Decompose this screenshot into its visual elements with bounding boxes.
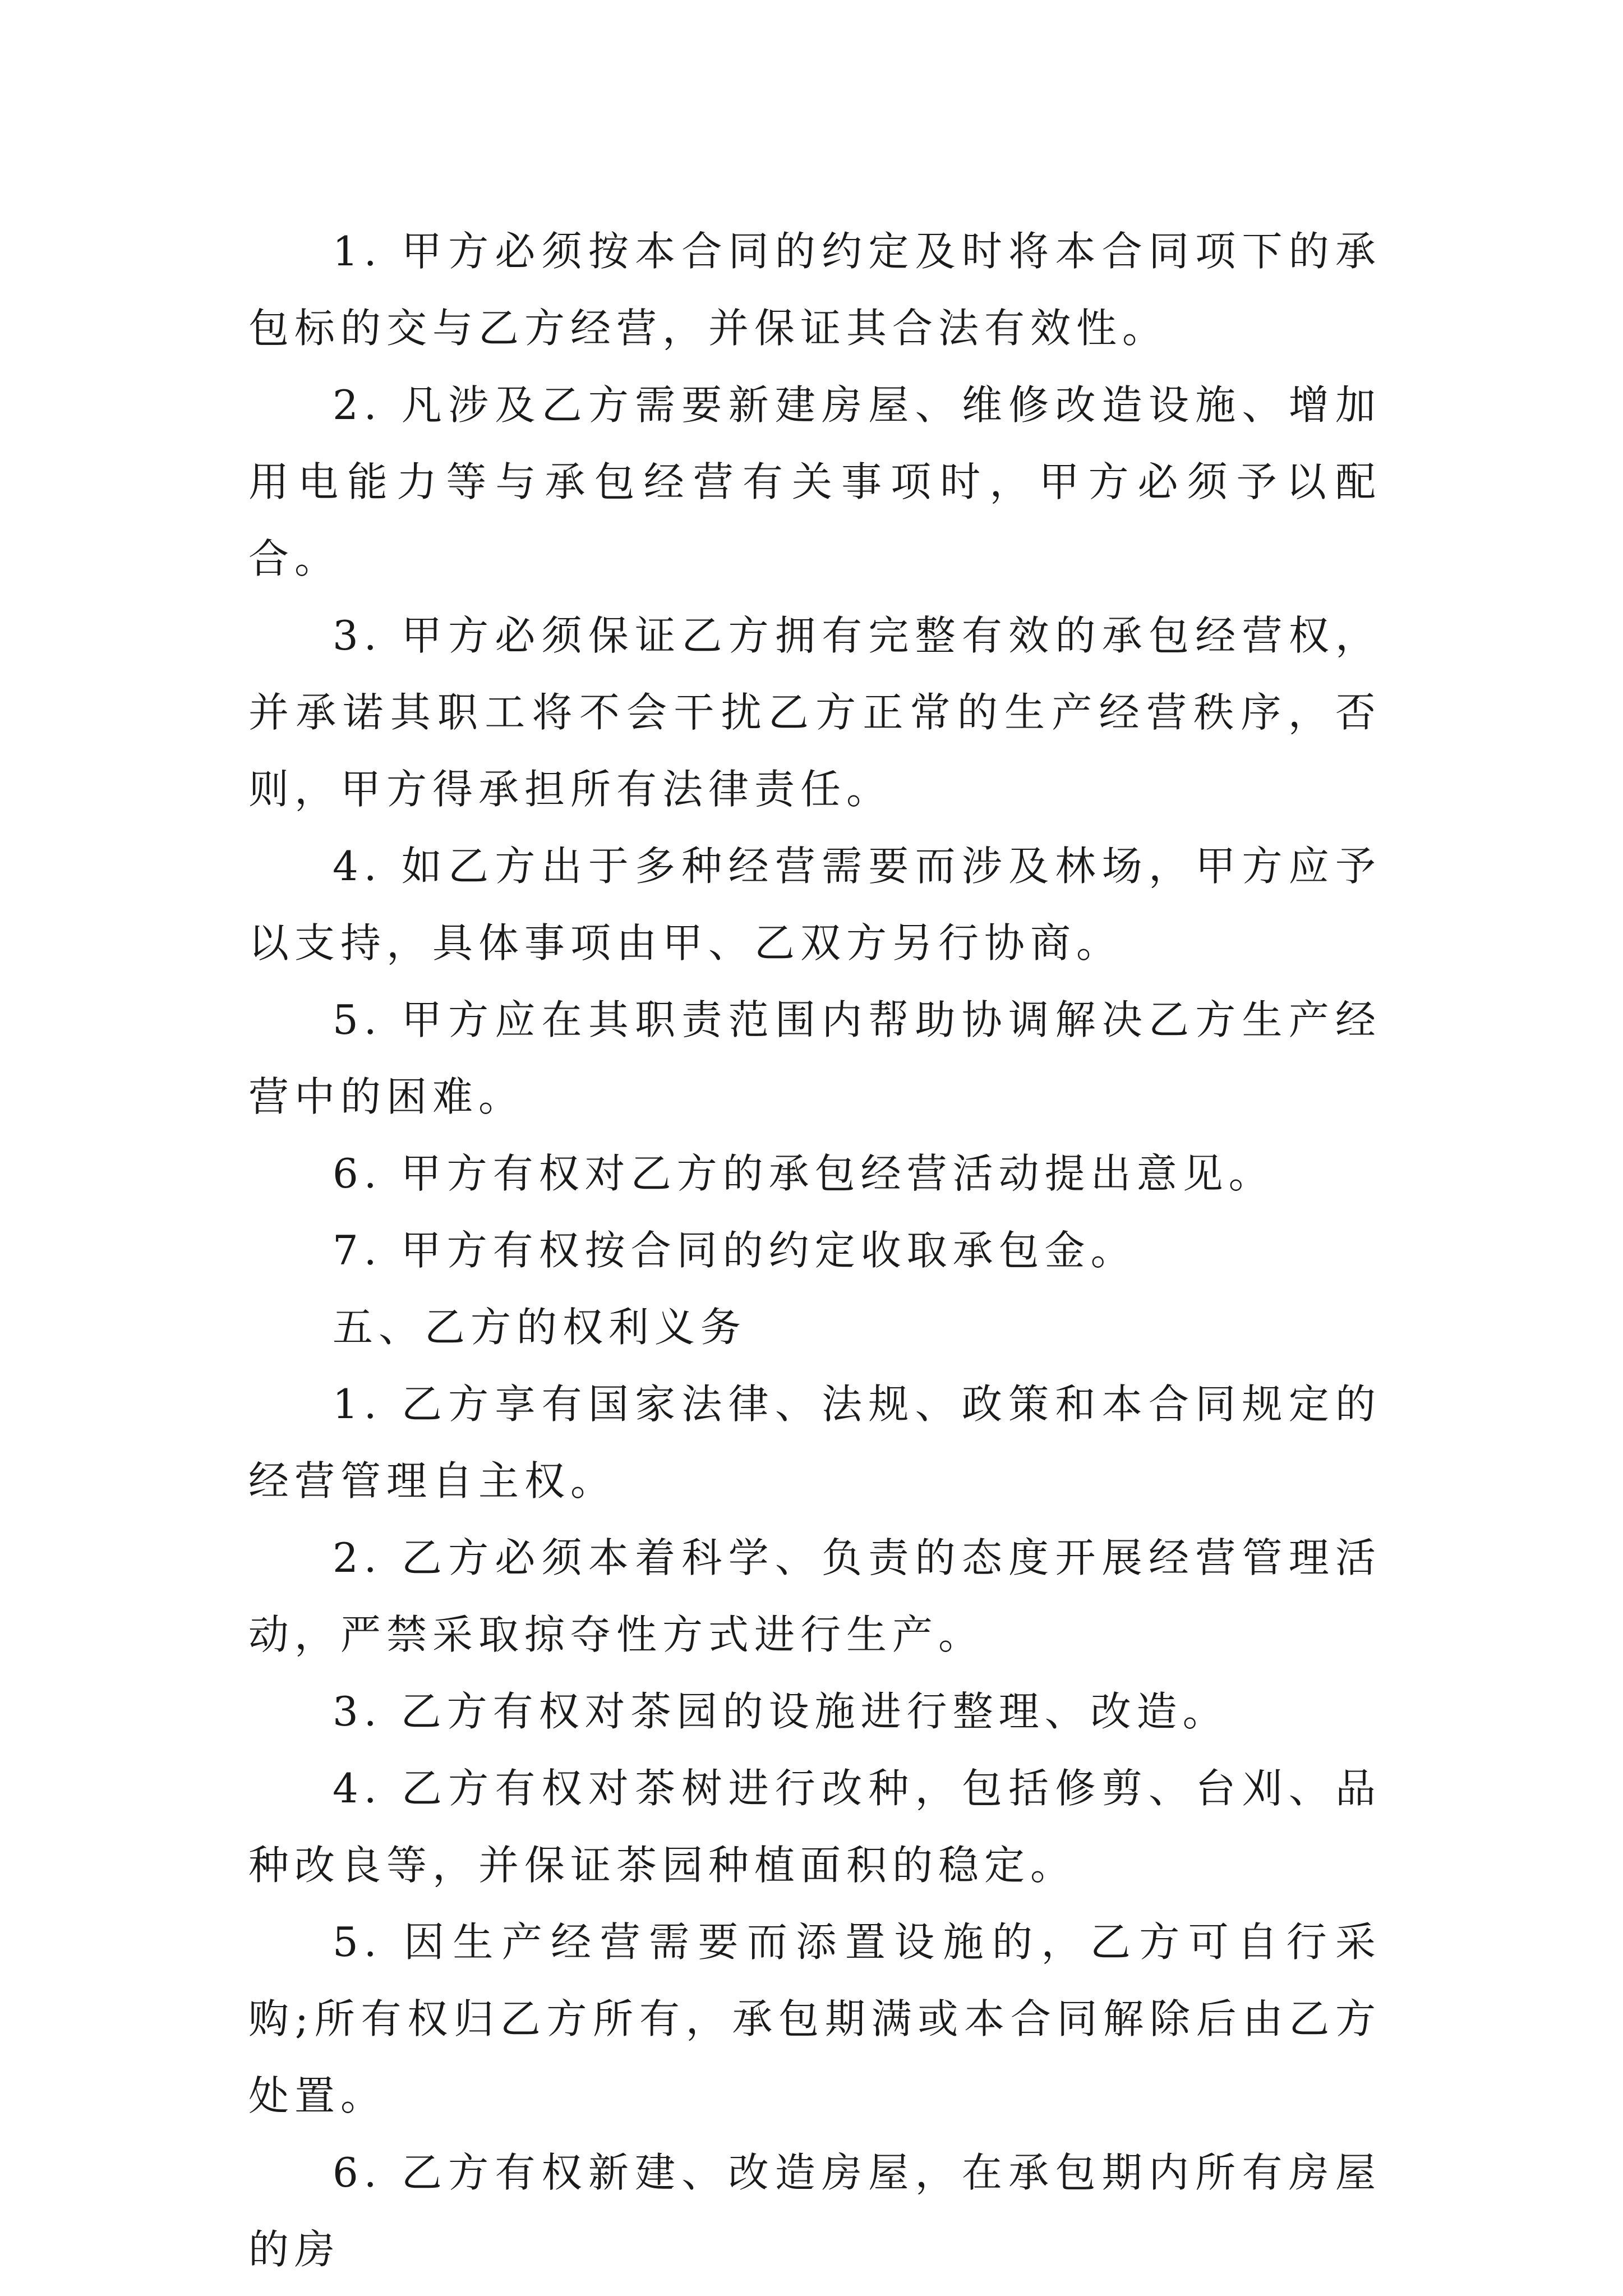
- clause-party-a-4: 4. 如乙方出于多种经营需要而涉及林场，甲方应予以支持，具体事项由甲、乙双方另行协商。: [248, 843, 1381, 967]
- clause-party-a-3: 3. 甲方必须保证乙方拥有完整有效的承包经营权，并承诺其职工将不会干扰乙方正常的生产经营秩序，否则，甲方得承担所有法律责任。: [248, 612, 1381, 813]
- clause-party-b-3: 3. 乙方有权对茶园的设施进行整理、改造。: [333, 1688, 1229, 1735]
- clause-party-b-1: 1. 乙方享有国家法律、法规、政策和本合同规定的经营管理自主权。: [248, 1381, 1381, 1504]
- document-body: [248, 213, 1381, 2288]
- clause-party-b-2: 2. 乙方必须本着科学、负责的态度开展经营管理活动，严禁采取掠夺性方式进行生产。: [248, 1534, 1381, 1658]
- clause-party-b-4: 4. 乙方有权对茶树进行改种，包括修剪、台刈、品种改良等，并保证茶园种植面积的稳定。: [248, 1765, 1381, 1889]
- clause-party-a-7: 7. 甲方有权按合同的约定收取承包金。: [333, 1227, 1137, 1274]
- clause-party-b-6: 6. 乙方有权新建、改造房屋，在承包期内所有房屋的房: [248, 2149, 1381, 2273]
- section-heading-party-b: 五、乙方的权利义务: [333, 1304, 747, 1351]
- clause-party-a-5: 5. 甲方应在其职责范围内帮助协调解决乙方生产经营中的困难。: [248, 996, 1381, 1120]
- clause-party-a-6: 6. 甲方有权对乙方的承包经营活动提出意见。: [333, 1150, 1275, 1197]
- clause-party-b-5: 5. 因生产经营需要而添置设施的，乙方可自行采购;所有权归乙方所有，承包期满或本合同解除后由乙方处置。: [248, 1918, 1381, 2119]
- clause-party-a-1: 1. 甲方必须按本合同的约定及时将本合同项下的承包标的交与乙方经营，并保证其合法有效性。: [248, 228, 1381, 352]
- clause-party-a-2: 2. 凡涉及乙方需要新建房屋、维修改造设施、增加用电能力等与承包经营有关事项时，甲方必须予以配合。: [248, 381, 1381, 582]
